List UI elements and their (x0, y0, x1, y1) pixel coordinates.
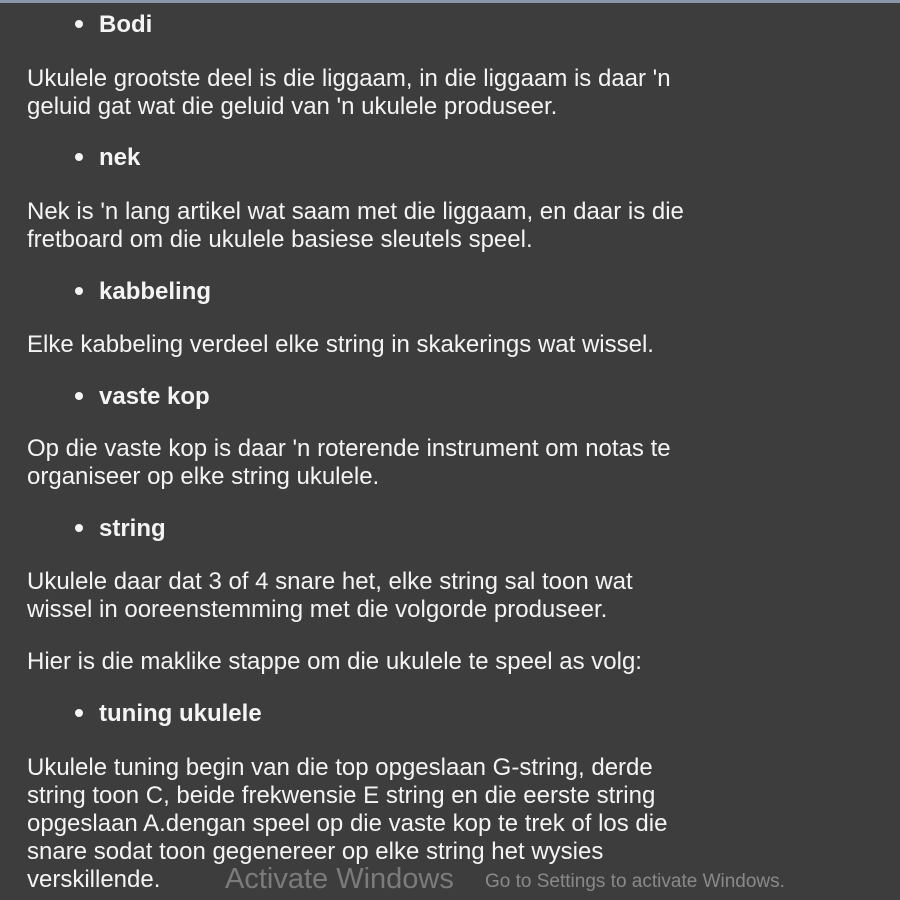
bullet-icon (75, 153, 83, 161)
line: Nek is 'n lang artikel wat saam met die liggaam, en daar is die (27, 198, 684, 225)
paragraph-nek (27, 198, 684, 254)
line: verskillende. (27, 866, 161, 893)
line: snare sodat toon gegenereer op elke string het wysies (27, 838, 604, 865)
paragraph-kabbeling (27, 331, 654, 359)
line: string toon C, beide frekwensie E string en die eerste string (27, 782, 656, 809)
line: geluid gat wat die geluid van 'n ukulele produseer. (27, 93, 558, 120)
bullet-icon (75, 287, 83, 295)
heading-vaste-kop (75, 383, 210, 411)
heading-text: string (99, 515, 166, 542)
heading-bodi (75, 11, 152, 39)
line: opgeslaan A.dengan speel op die vaste kop te trek of los die (27, 810, 668, 837)
paragraph-bodi (27, 65, 671, 121)
activate-windows-watermark-subtitle: Go to Settings to activate Windows. (485, 871, 785, 892)
paragraph-vaste-kop (27, 435, 671, 491)
line: Ukulele grootste deel is die liggaam, in die liggaam is daar 'n (27, 65, 671, 92)
line: Op die vaste kop is daar 'n roterende instrument om notas te (27, 435, 671, 462)
bullet-icon (75, 20, 83, 28)
heading-text: nek (99, 144, 141, 171)
line: organiseer op elke string ukulele. (27, 463, 380, 490)
intro-paragraph (27, 648, 642, 676)
heading-kabbeling (75, 278, 211, 306)
line: Elke kabbeling verdeel elke string in skakerings wat wissel. (27, 331, 654, 358)
heading-tuning-ukulele (75, 700, 262, 728)
bullet-icon (75, 392, 83, 400)
paragraph-string (27, 568, 633, 624)
heading-text: kabbeling (99, 278, 212, 305)
window-top-edge (0, 0, 900, 3)
heading-text: tuning ukulele (99, 700, 262, 727)
line: Ukulele daar dat 3 of 4 snare het, elke string sal toon wat (27, 568, 633, 595)
bullet-icon (75, 709, 83, 717)
activate-windows-watermark-title: Activate Windows (225, 863, 454, 895)
line: Ukulele tuning begin van die top opgeslaan G-string, derde (27, 754, 653, 781)
heading-string (75, 515, 166, 543)
heading-text: vaste kop (99, 383, 210, 410)
line: wissel in ooreenstemming met die volgorde produseer. (27, 596, 608, 623)
heading-text: Bodi (99, 11, 153, 38)
line: fretboard om die ukulele basiese sleutels speel. (27, 226, 533, 253)
bullet-icon (75, 524, 83, 532)
line: Hier is die maklike stappe om die ukulele te speel as volg: (27, 648, 642, 675)
heading-nek (75, 144, 140, 172)
